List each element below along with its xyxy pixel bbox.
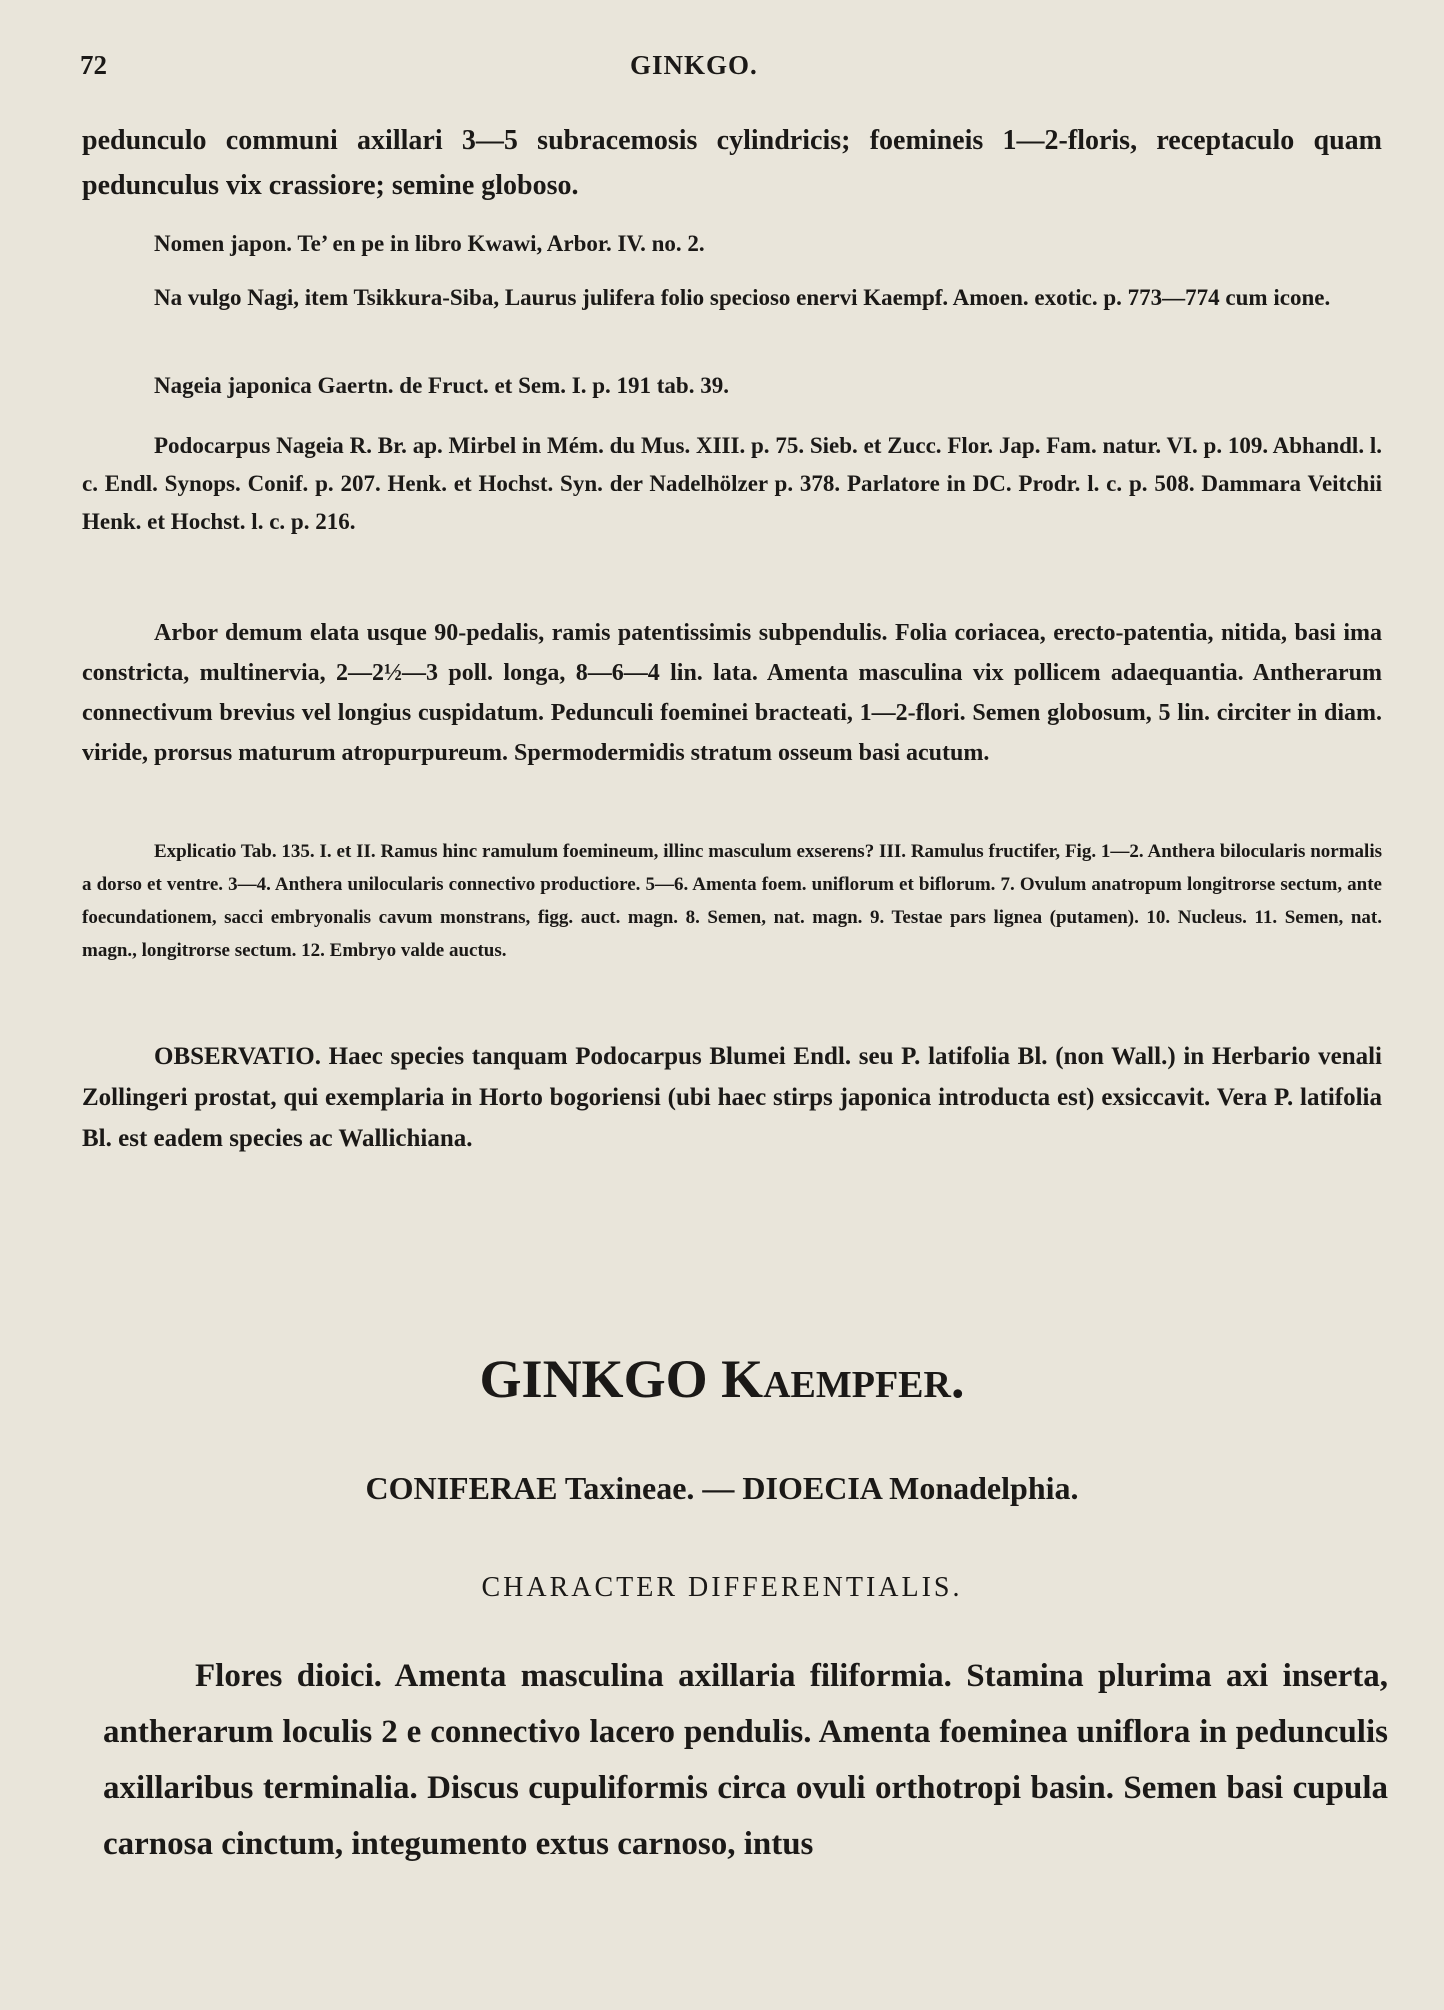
genus-author: Kaempfer. [721,1349,965,1409]
classification-line: CONIFERAE Taxineae. — DIOECIA Monadelphia. [365,1470,1079,1506]
synonym-text: Podocarpus Nageia R. Br. ap. Mirbel in Mém. du Mus. XIII. p. 75. Sieb. et Zucc. Flor. Jap. Fam. natur. VI. p. 109. Abhandl. l. c. Endl. Synops. Conif. p. 207. Henk. et Hochst. Syn. der Nadelhölzer p. 378. Parlatore in DC. Prodr. l. c. p. 508. Dammara Veitchii Henk. et Hochst. l. c. p. 216. [82,433,1382,534]
synonym-entry [82,279,1382,317]
running-head [80,50,1380,90]
genus-title [0,1348,1444,1410]
intro-text: pedunculo communi axillari 3—5 subracemosis cylindricis; foemineis 1—2-floris, receptaculo quam pedunculus vix crassiore; semine globoso. [82,125,1382,201]
synonym-entry [82,225,1382,263]
page-number: 72 [80,50,107,80]
synonym-entry [82,367,1382,405]
synonym-entry [82,427,1382,541]
synonym-text: Nomen japon. Te’ en pe in libro Kwawi, Arbor. IV. no. 2. [154,231,705,256]
character-heading: CHARACTER DIFFERENTIALIS. [481,1572,963,1603]
character-text: Flores dioici. Amenta masculina axillaria filiformia. Stamina plurima axi inserta, antherarum loculis 2 e connectivo lacero pendulis. Amenta foeminea uniflora in pedunculis axillaribus terminalia. Discus cupuliformis circa ovuli orthotropi basin. Semen basi cupula carnosa cinctum, integumento extus carnoso, intus [103,1658,1388,1862]
species-description: Arbor demum elata usque 90-pedalis, ramis patentissimis subpendulis. Folia coriacea, erecto-patentia, nitida, basi ima constricta, multinervia, 2—2½—3 poll. longa, 8—6—4 lin. lata. Amenta masculina vix pollicem adaequantia. Antherarum connectivum brevius vel longius cuspidatum. Pedunculi foeminei bracteati, 1—2-flori. Semen globosum, 5 lin. circiter in diam. viride, prorsus maturum atropurpureum. Spermodermidis stratum osseum basi acutum. [82,620,1382,766]
synonym-text: Nageia japonica Gaertn. de Fruct. et Sem. I. p. 191 tab. 39. [154,373,729,398]
synonym-text: Na vulgo Nagi, item Tsikkura-Siba, Laurus julifera folio specioso enervi Kaempf. Amoen. exotic. p. 773—774 cum icone. [154,285,1331,310]
genus-name: GINKGO [479,1349,708,1409]
observation-note: OBSERVATIO. Haec species tanquam Podocarpus Blumei Endl. seu P. latifolia Bl. (non Wall.) in Herbario venali Zollingeri prostat, qui exemplaria in Horto bogoriensi (ubi haec stirps japonica introducta est) exsiccavit. Vera P. latifolia Bl. est eadem species ac Wallichiana. [82,1043,1382,1152]
plate-explanation: Explicatio Tab. 135. I. et II. Ramus hinc ramulum foemineum, illinc masculum exserens? III. Ramulus fructifer, Fig. 1—2. Anthera bilocularis normalis a dorso et ventre. 3—4. Anthera unilocularis connectivo productiore. 5—6. Amenta foem. uniflorum et biflorum. 7. Ovulum anatropum longitrorse sectum, ante foecundationem, sacci embryonalis cavum monstrans, figg. auct. magn. 8. Semen, nat. magn. 9. Testae pars lignea (putamen). 10. Nucleus. 11. Semen, nat. magn., longitrorse sectum. 12. Embryo valde auctus. [82,841,1382,961]
running-title: GINKGO. [630,50,758,80]
